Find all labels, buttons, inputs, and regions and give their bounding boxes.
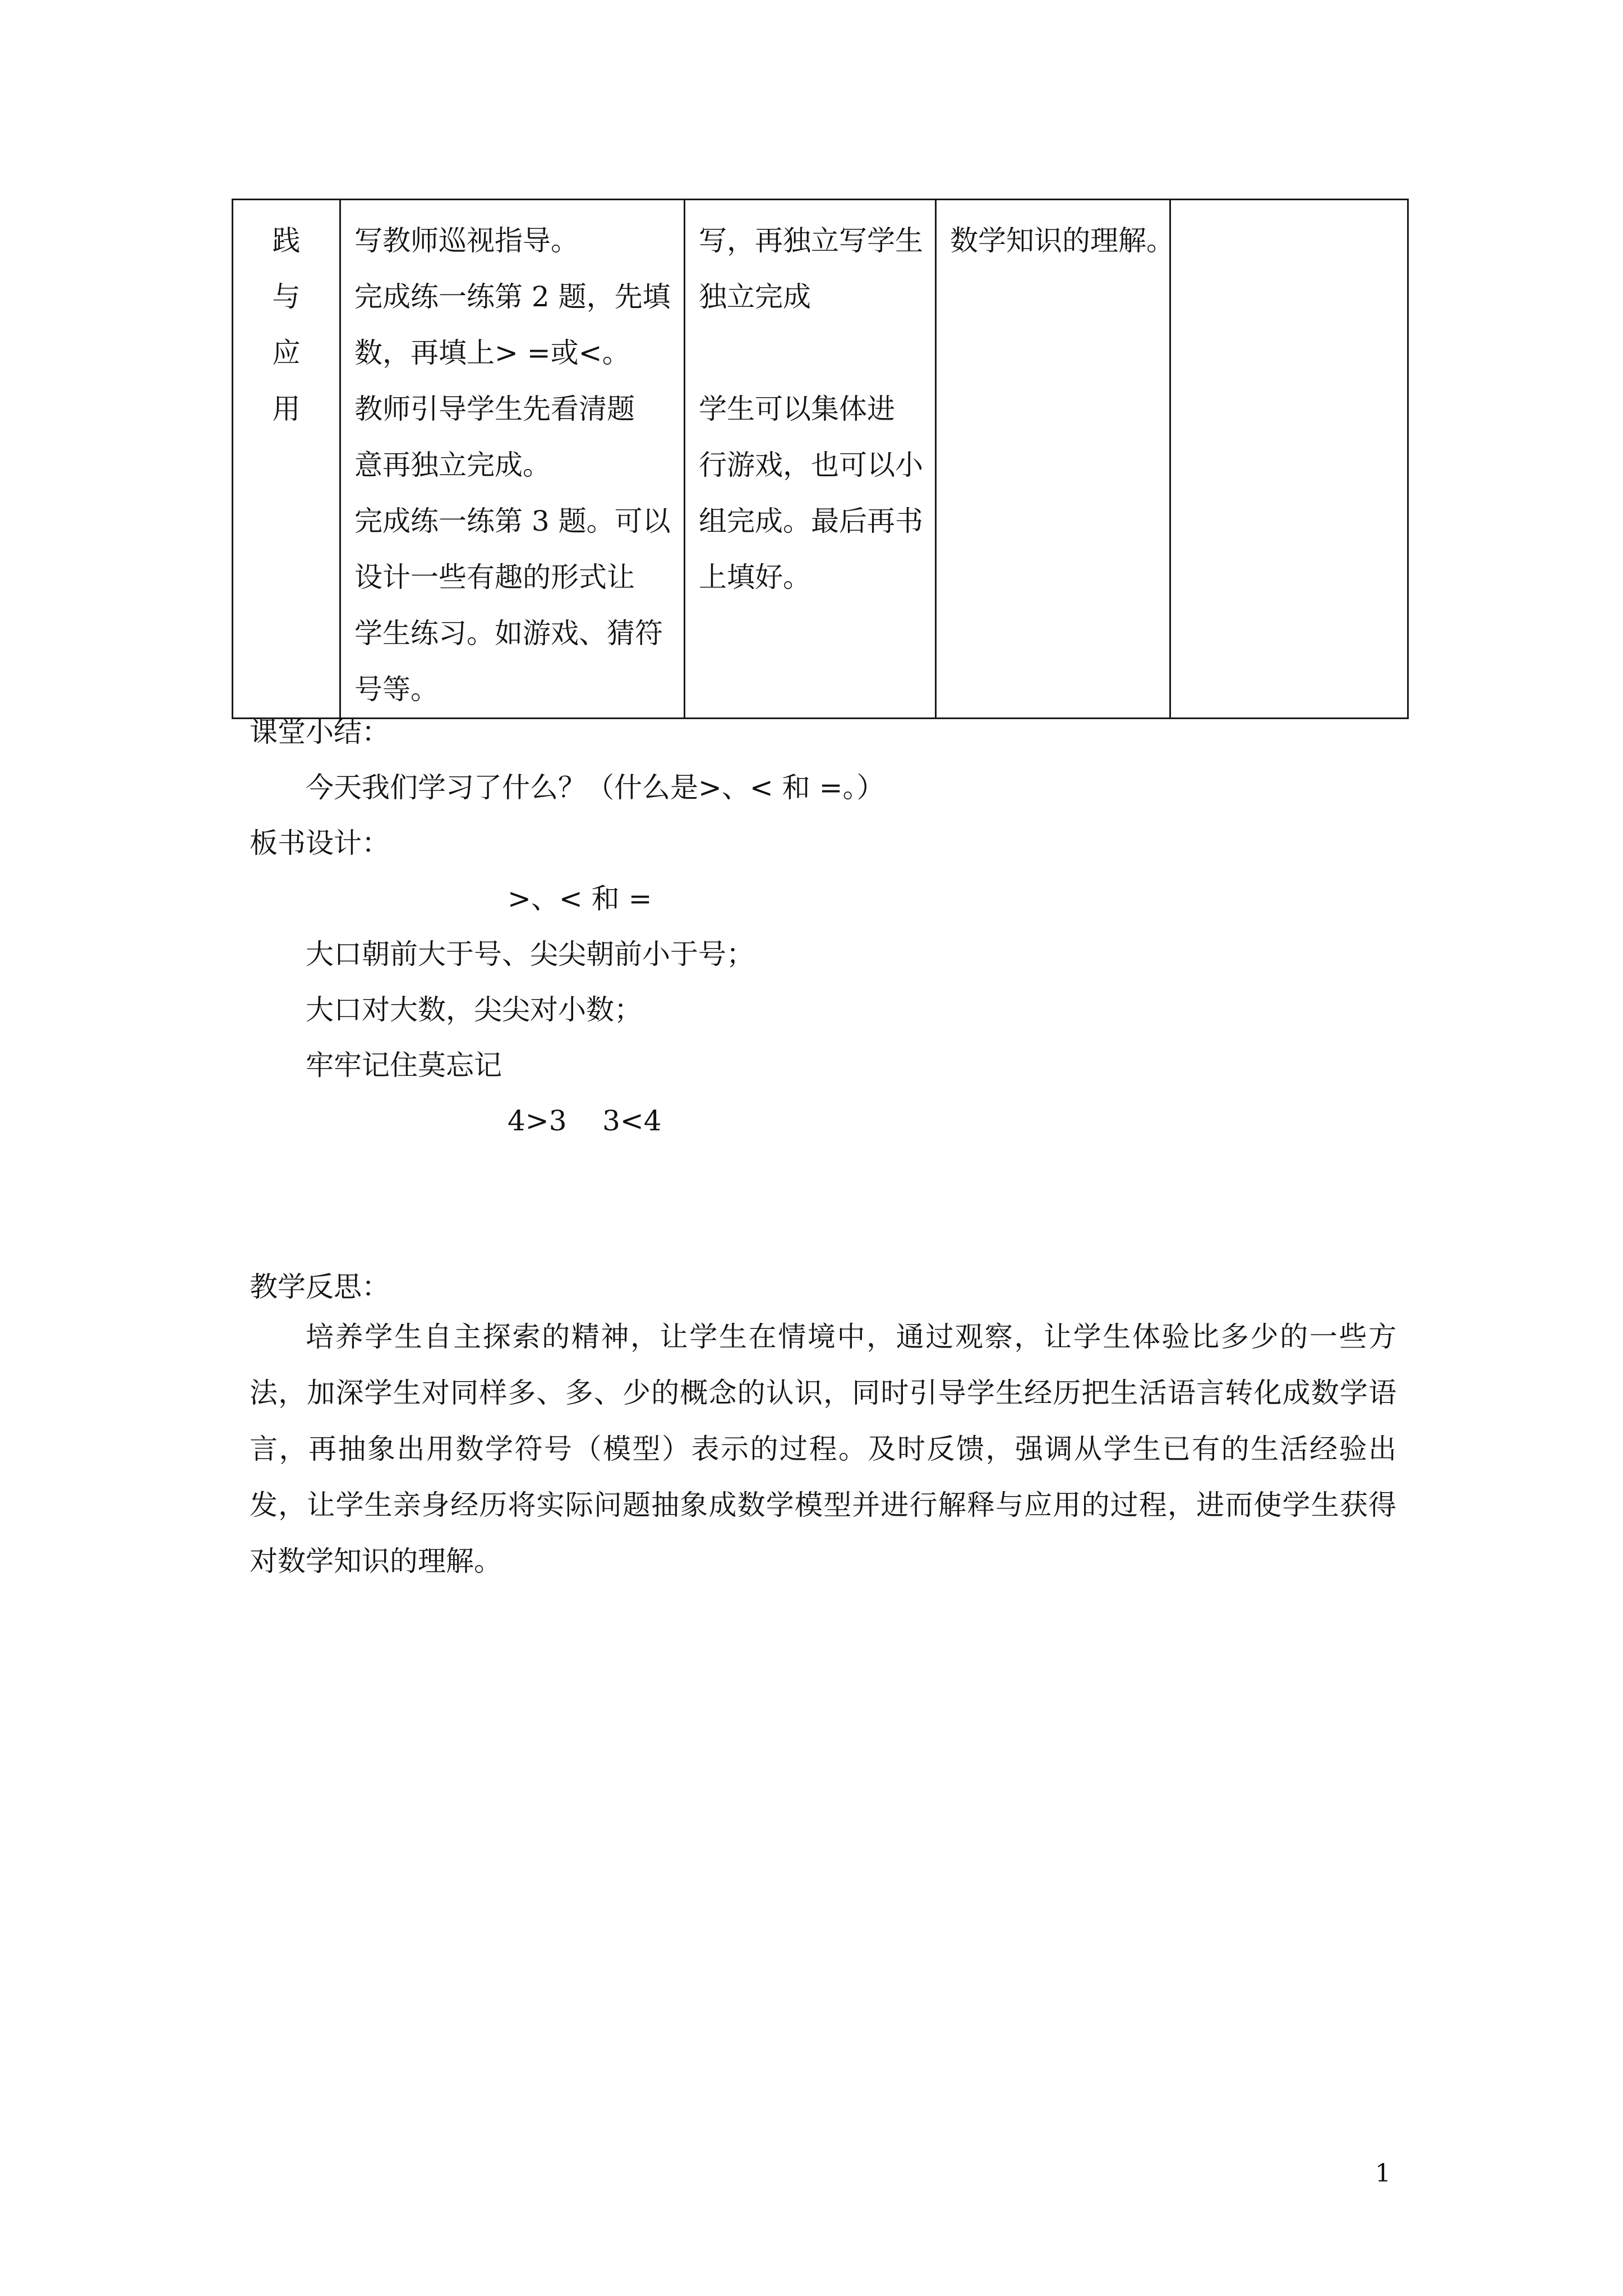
blackboard-line: 大口对大数，尖尖对小数； — [306, 993, 642, 1026]
student-activity-line: 写，再独立写学生 — [699, 224, 923, 257]
reflection-heading: 教学反思： — [250, 1271, 390, 1303]
blackboard-line: 大口朝前大于号、尖尖朝前小于号； — [306, 938, 754, 970]
design-intent-line: 数学知识的理解。 — [950, 224, 1174, 257]
reflection-text: 培养学生自主探索的精神，让学生在情境中，通过观察，让学生体验比多少的一些方法，加深学生对同样多、多、少的概念的认识，同时引导学生经历把生活语言转化成数学语言，再抽象出用数学符号（模型）表示的过程。及时反馈，强调从学生已有的生活经验出发，让学生亲身经历将实际问题抽象成数学模型并进行解释与应用的过程，进而使学生获得对数学知识的理解。 — [250, 1320, 1396, 1577]
blackboard-heading: 板书设计： — [250, 827, 390, 859]
blackboard-line: 牢牢记住莫忘记 — [306, 1049, 502, 1082]
summary-text: 今天我们学习了什么？（什么是>、< 和 =。） — [306, 771, 885, 804]
stage-label-char: 用 — [272, 393, 301, 425]
blackboard-title: >、< 和 = — [508, 882, 652, 915]
stage-label-char: 践 — [272, 224, 301, 257]
teacher-activity-line: 号等。 — [354, 673, 439, 706]
blackboard-examples: 4>3 3<4 — [508, 1105, 662, 1137]
student-activity-cell — [685, 200, 936, 719]
student-activity-line: 学生可以集体进 — [699, 393, 895, 425]
table-row — [233, 200, 1408, 719]
lesson-table — [232, 199, 1409, 719]
teacher-activity-cell — [340, 200, 685, 719]
teacher-activity-line: 意再独立完成。 — [354, 449, 551, 481]
teacher-activity-line: 教师引导学生先看清题 — [354, 393, 635, 425]
page-number: 1 — [1375, 2159, 1391, 2188]
student-activity-line: 上填好。 — [699, 561, 811, 593]
teacher-activity-line: 完成练一练第 3 题。可以 — [354, 505, 671, 537]
stage-label-cell — [233, 200, 340, 719]
summary-heading: 课堂小结： — [250, 716, 390, 748]
student-activity-line: 独立完成 — [699, 280, 811, 313]
cell-spacer — [699, 325, 921, 381]
stage-label-char: 与 — [272, 280, 301, 313]
teacher-activity-line: 设计一些有趣的形式让 — [354, 561, 635, 593]
teacher-activity-line: 写教师巡视指导。 — [354, 224, 579, 257]
design-intent-cell — [936, 200, 1174, 719]
stage-label-char: 应 — [272, 337, 301, 369]
student-activity-line: 组完成。最后再书 — [699, 505, 923, 537]
notes-cell — [1170, 200, 1408, 719]
teacher-activity-line: 完成练一练第 2 题，先填 — [354, 280, 671, 313]
student-activity-line: 行游戏，也可以小 — [699, 449, 923, 481]
teacher-activity-line: 学生练习。如游戏、猜符 — [354, 617, 663, 650]
teacher-activity-line: 数，再填上> =或<。 — [354, 337, 630, 369]
